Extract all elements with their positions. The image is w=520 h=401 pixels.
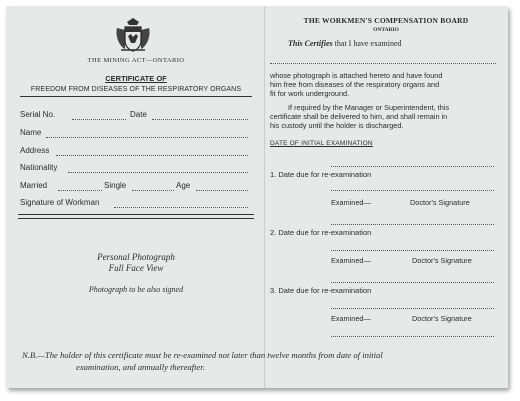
nb-note-line2: examination, and annually thereafter. — [76, 362, 205, 372]
title-underline — [20, 96, 252, 97]
mining-act-header: THE MINING ACT—ONTARIO — [87, 57, 185, 64]
reexam1-doctor-signature: Doctor's Signature — [410, 198, 470, 207]
reexam3-label: 3. Date due for re-examination — [270, 286, 372, 295]
certifies-line — [288, 39, 402, 48]
reexam1-examined: Examined— — [331, 198, 371, 207]
center-fold — [264, 6, 265, 388]
married-field[interactable] — [58, 190, 102, 191]
workman-signature-label: Signature of Workman — [20, 198, 100, 207]
board-title: THE WORKMEN'S COMPENSATION BOARD — [303, 16, 469, 25]
nb-note-line1: N.B.—The holder of this certificate must be re-examined not later than twelve months from date of initial — [22, 350, 383, 360]
para1-line3: fit for work underground. — [270, 89, 350, 98]
reexam2-signature-field[interactable] — [331, 250, 494, 251]
photo-note-line1: Personal Photograph — [97, 252, 175, 262]
para2-line1: If required by the Manager or Superintendent, this — [288, 103, 450, 112]
double-rule — [18, 214, 254, 219]
reexam2-date-field[interactable] — [331, 224, 494, 225]
reexam3-date-field[interactable] — [331, 282, 494, 283]
certifies-emphasis: This Certifies — [288, 39, 333, 48]
serial-no-label: Serial No. — [20, 110, 56, 119]
board-subtitle: ONTARIO — [373, 27, 399, 33]
single-label: Single — [104, 181, 127, 190]
reexam2-doctor-signature: Doctor's Signature — [412, 256, 472, 265]
serial-no-field[interactable] — [72, 119, 126, 120]
reexam3-extra-line — [331, 336, 494, 337]
date-label: Date — [130, 110, 147, 119]
reexam1-label: 1. Date due for re-examination — [270, 170, 372, 179]
reexam3-signature-field[interactable] — [331, 308, 494, 309]
married-label: Married — [20, 181, 48, 190]
examinee-name-field[interactable] — [270, 63, 496, 64]
photo-note-line2: Full Face View — [108, 263, 164, 273]
single-field[interactable] — [132, 190, 174, 191]
date-field[interactable] — [152, 119, 248, 120]
para2-line2: certificate shall be delivered to him, and shall remain in — [270, 112, 448, 121]
certificate-of-heading: CERTIFICATE OF — [105, 74, 167, 83]
name-label: Name — [20, 128, 42, 137]
date-initial-exam-label: DATE OF INITIAL EXAMINATION — [270, 140, 373, 147]
nationality-label: Nationality — [20, 163, 58, 172]
address-label: Address — [20, 146, 50, 155]
age-field[interactable] — [196, 190, 248, 191]
reexam2-examined: Examined— — [331, 256, 371, 265]
reexam3-doctor-signature: Doctor's Signature — [412, 314, 472, 323]
para1-line1: whose photograph is attached hereto and have found — [270, 71, 443, 80]
reexam1-date-field[interactable] — [331, 166, 494, 167]
certifies-rest: that I have examined — [334, 39, 402, 48]
para2-line3: his custody until the holder is discharged. — [270, 121, 404, 130]
para1-line2: him free from diseases of the respiratory organs and — [270, 80, 440, 89]
certificate-card — [6, 6, 508, 388]
photo-signed-note: Photograph to be also signed — [88, 285, 184, 294]
name-field[interactable] — [46, 137, 248, 138]
reexam1-signature-field[interactable] — [331, 190, 494, 191]
ontario-coat-of-arms-icon — [113, 16, 153, 54]
workman-signature-field[interactable] — [114, 207, 248, 208]
reexam3-examined: Examined— — [331, 314, 371, 323]
nationality-field[interactable] — [68, 172, 248, 173]
address-field[interactable] — [56, 155, 248, 156]
reexam2-label: 2. Date due for re-examination — [270, 228, 372, 237]
certificate-title: FREEDOM FROM DISEASES OF THE RESPIRATORY ORGANS — [30, 86, 242, 93]
age-label: Age — [176, 181, 191, 190]
